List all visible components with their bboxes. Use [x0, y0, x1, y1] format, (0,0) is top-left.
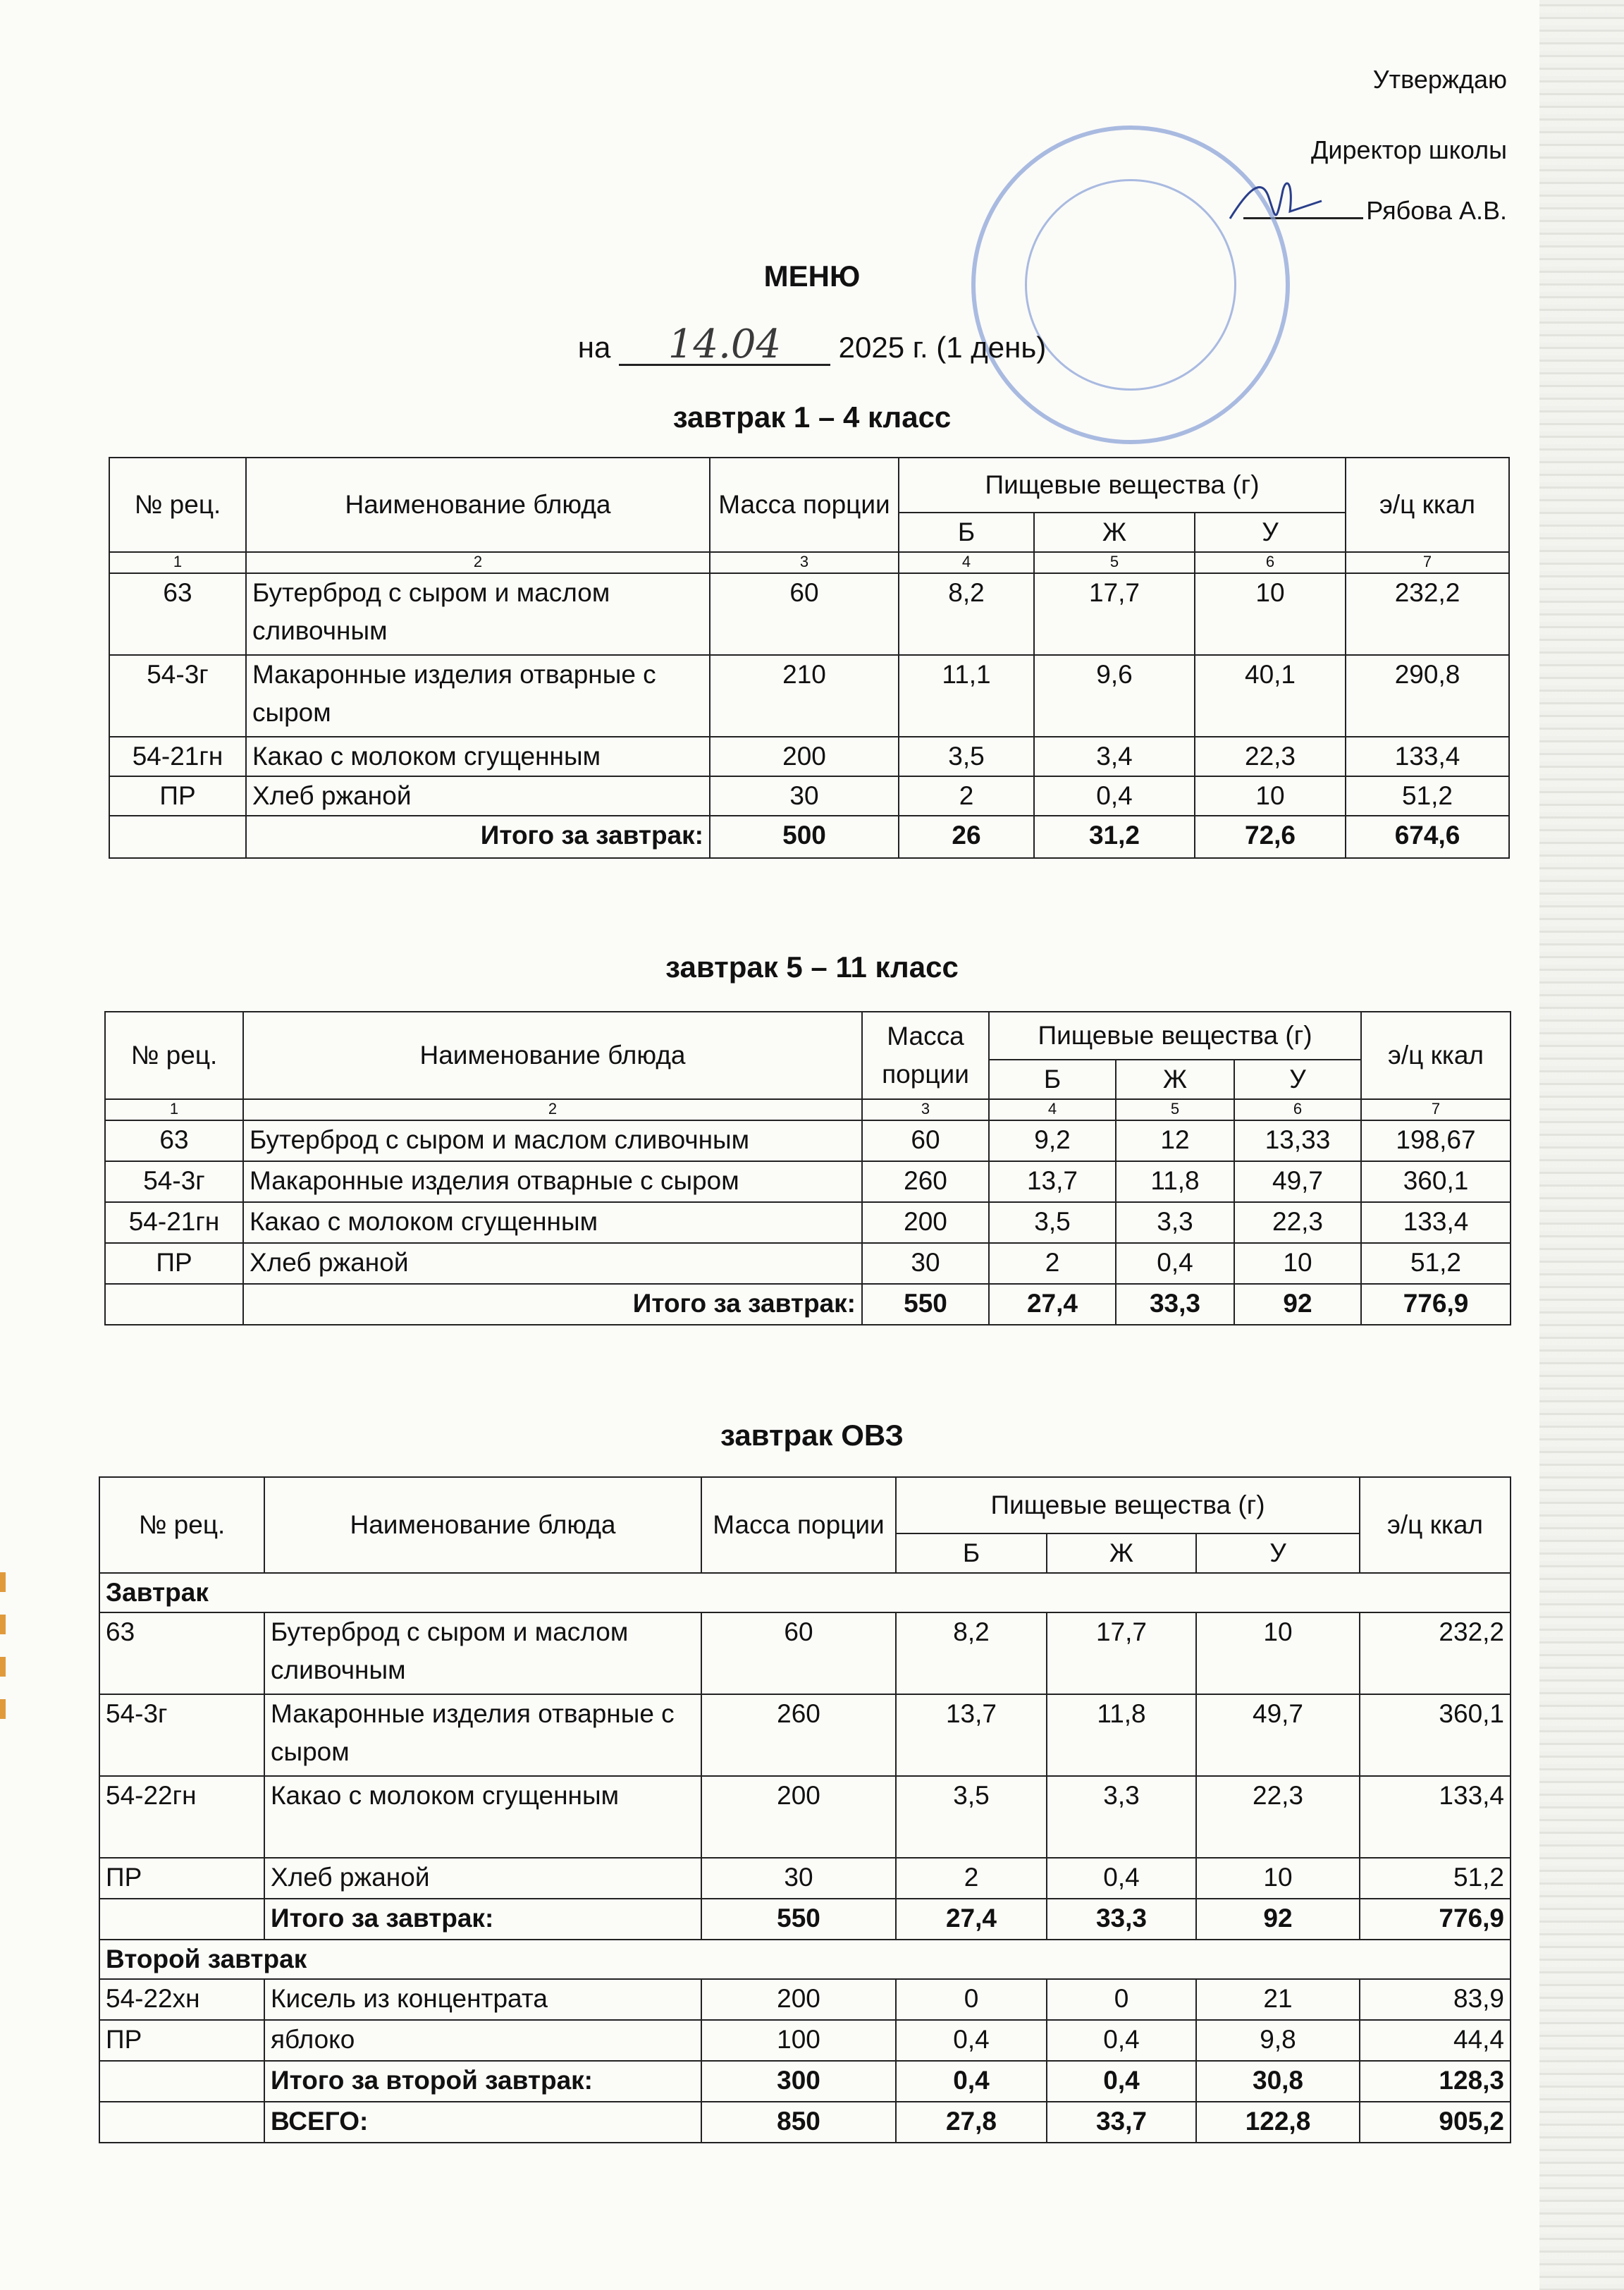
total-label: Итого за завтрак: [264, 1899, 701, 1940]
fat-cell: 12 [1116, 1120, 1234, 1161]
kcal-cell: 51,2 [1361, 1243, 1511, 1284]
index-cell: 6 [1234, 1099, 1361, 1120]
table-header-row [109, 458, 1509, 513]
col-rec-header: № рец. [105, 1012, 243, 1099]
protein-cell: 2 [899, 776, 1034, 816]
total-protein: 27,4 [896, 1899, 1047, 1940]
total-label: Итого за завтрак: [246, 816, 710, 858]
fat-cell: 0,4 [1116, 1243, 1234, 1284]
carb-cell: 10 [1195, 776, 1346, 816]
dish-name-cell: Хлеб ржаной [243, 1243, 862, 1284]
index-cell: 1 [105, 1099, 243, 1120]
index-row [105, 1099, 1511, 1120]
kcal-cell: 83,9 [1360, 1979, 1511, 2020]
rec-cell: ПР [109, 776, 246, 816]
protein-cell: 2 [989, 1243, 1116, 1284]
total-row [99, 2061, 1511, 2102]
dish-name-cell: Хлеб ржаной [264, 1858, 701, 1899]
mass-cell: 60 [862, 1120, 989, 1161]
mass-cell: 260 [862, 1161, 989, 1202]
kcal-cell: 360,1 [1361, 1161, 1511, 1202]
carb-cell: 22,3 [1195, 737, 1346, 776]
col-name-header: Наименование блюда [246, 458, 710, 552]
dish-name-cell: Макаронные изделия отварные с сыром [246, 655, 710, 737]
mass-cell: 260 [701, 1694, 896, 1776]
table-row [109, 655, 1509, 737]
total-mass: 500 [710, 816, 899, 858]
table-row [99, 1776, 1511, 1858]
protein-cell: 2 [896, 1858, 1047, 1899]
kcal-cell: 360,1 [1360, 1694, 1511, 1776]
protein-cell: 8,2 [896, 1612, 1047, 1694]
carb-cell: 22,3 [1196, 1776, 1360, 1858]
table-row [105, 1120, 1511, 1161]
total-label: Итого за второй завтрак: [264, 2061, 701, 2102]
rec-cell: 54-22хн [99, 1979, 264, 2020]
menu-table-1-4 [109, 457, 1510, 859]
total-protein: 0,4 [896, 2061, 1047, 2102]
grand-total-label: ВСЕГО: [264, 2102, 701, 2143]
fat-cell: 3,4 [1034, 737, 1195, 776]
total-row [109, 816, 1509, 858]
col-energy-header: э/ц ккал [1346, 458, 1509, 552]
total-fat: 0,4 [1047, 2061, 1196, 2102]
kcal-cell: 133,4 [1360, 1776, 1511, 1858]
total-carb: 92 [1234, 1284, 1361, 1325]
protein-cell: 3,5 [899, 737, 1034, 776]
rec-cell: 54-3г [105, 1161, 243, 1202]
group-row [99, 1940, 1511, 1979]
rec-cell: 54-22гн [99, 1776, 264, 1858]
table-row [99, 1858, 1511, 1899]
carb-cell: 10 [1196, 1858, 1360, 1899]
col-rec-header: № рец. [109, 458, 246, 552]
table-header-row [105, 1012, 1511, 1060]
total-protein: 27,4 [989, 1284, 1116, 1325]
total-carb: 30,8 [1196, 2061, 1360, 2102]
group-label: Второй завтрак [99, 1940, 1511, 1979]
empty-cell [105, 1284, 243, 1325]
grand-total-carb: 122,8 [1196, 2102, 1360, 2143]
date-prefix: на [577, 331, 611, 364]
handwritten-signature [1226, 169, 1325, 233]
col-b-header: Б [896, 1533, 1047, 1573]
fat-cell: 3,3 [1116, 1202, 1234, 1243]
fat-cell: 0 [1047, 1979, 1196, 2020]
table-row [99, 1979, 1511, 2020]
menu-table-ovz [99, 1476, 1511, 2143]
rec-cell: 54-3г [109, 655, 246, 737]
protein-cell: 13,7 [989, 1161, 1116, 1202]
fat-cell: 17,7 [1047, 1612, 1196, 1694]
col-rec-header: № рец. [99, 1477, 264, 1573]
protein-cell: 3,5 [896, 1776, 1047, 1858]
protein-cell: 8,2 [899, 573, 1034, 655]
kcal-cell: 198,67 [1361, 1120, 1511, 1161]
carb-cell: 40,1 [1195, 655, 1346, 737]
table-header-row [99, 1477, 1511, 1533]
total-carb: 72,6 [1195, 816, 1346, 858]
rec-cell: 54-3г [99, 1694, 264, 1776]
rec-cell: 54-21гн [105, 1202, 243, 1243]
index-cell: 2 [246, 552, 710, 573]
section2-title: завтрак 5 – 11 класс [665, 950, 959, 984]
table-row [99, 1612, 1511, 1694]
index-cell: 6 [1195, 552, 1346, 573]
scan-margin-marks [0, 1572, 6, 1741]
col-b-header: Б [899, 513, 1034, 552]
total-fat: 33,3 [1116, 1284, 1234, 1325]
table-row [105, 1202, 1511, 1243]
dish-name-cell: Какао с молоком сгущенным [243, 1202, 862, 1243]
index-cell: 2 [243, 1099, 862, 1120]
grand-total-kcal: 905,2 [1360, 2102, 1511, 2143]
kcal-cell: 133,4 [1346, 737, 1509, 776]
protein-cell: 13,7 [896, 1694, 1047, 1776]
total-carb: 92 [1196, 1899, 1360, 1940]
col-nutrients-header: Пищевые вещества (г) [989, 1012, 1361, 1060]
mass-cell: 210 [710, 655, 899, 737]
total-kcal: 776,9 [1360, 1899, 1511, 1940]
dish-name-cell: Какао с молоком сгущенным [264, 1776, 701, 1858]
total-mass: 300 [701, 2061, 896, 2102]
index-cell: 5 [1116, 1099, 1234, 1120]
date-value: 14.04 [619, 326, 830, 366]
rec-cell: 63 [109, 573, 246, 655]
total-fat: 31,2 [1034, 816, 1195, 858]
total-kcal: 674,6 [1346, 816, 1509, 858]
col-mass-header: Масса порции [701, 1477, 896, 1573]
table-row [109, 573, 1509, 655]
dish-name-cell: Хлеб ржаной [246, 776, 710, 816]
kcal-cell: 232,2 [1346, 573, 1509, 655]
carb-cell: 10 [1234, 1243, 1361, 1284]
col-nutrients-header: Пищевые вещества (г) [896, 1477, 1360, 1533]
mass-cell: 200 [701, 1979, 896, 2020]
page-title: МЕНЮ [763, 259, 861, 293]
total-row [99, 1899, 1511, 1940]
empty-cell [99, 1899, 264, 1940]
kcal-cell: 51,2 [1346, 776, 1509, 816]
carb-cell: 49,7 [1234, 1161, 1361, 1202]
grand-total-fat: 33,7 [1047, 2102, 1196, 2143]
col-u-header: У [1234, 1060, 1361, 1099]
kcal-cell: 232,2 [1360, 1612, 1511, 1694]
fat-cell: 0,4 [1034, 776, 1195, 816]
index-cell: 1 [109, 552, 246, 573]
table-row [109, 737, 1509, 776]
empty-cell [99, 2061, 264, 2102]
col-u-header: У [1196, 1533, 1360, 1573]
index-cell: 5 [1034, 552, 1195, 573]
fat-cell: 9,6 [1034, 655, 1195, 737]
col-name-header: Наименование блюда [243, 1012, 862, 1099]
col-mass-header: Масса порции [710, 458, 899, 552]
date-suffix: 2025 г. (1 день) [838, 331, 1047, 364]
col-b-header: Б [989, 1060, 1116, 1099]
col-zh-header: Ж [1047, 1533, 1196, 1573]
rec-cell: ПР [99, 1858, 264, 1899]
grand-total-protein: 27,8 [896, 2102, 1047, 2143]
group-row [99, 1573, 1511, 1612]
index-cell: 3 [862, 1099, 989, 1120]
total-protein: 26 [899, 816, 1034, 858]
carb-cell: 10 [1195, 573, 1346, 655]
mass-cell: 100 [701, 2020, 896, 2061]
protein-cell: 0 [896, 1979, 1047, 2020]
protein-cell: 11,1 [899, 655, 1034, 737]
empty-cell [109, 816, 246, 858]
dish-name-cell: Макаронные изделия отварные с сыром [243, 1161, 862, 1202]
table-row [109, 776, 1509, 816]
carb-cell: 49,7 [1196, 1694, 1360, 1776]
kcal-cell: 51,2 [1360, 1858, 1511, 1899]
col-mass-header: Масса порции [862, 1012, 989, 1099]
protein-cell: 3,5 [989, 1202, 1116, 1243]
approval-position: Директор школы [1311, 135, 1507, 164]
total-kcal: 776,9 [1361, 1284, 1511, 1325]
carb-cell: 10 [1196, 1612, 1360, 1694]
table-row [105, 1161, 1511, 1202]
rec-cell: 63 [105, 1120, 243, 1161]
fat-cell: 17,7 [1034, 573, 1195, 655]
table-row [105, 1243, 1511, 1284]
dish-name-cell: Бутерброд с сыром и маслом сливочным [243, 1120, 862, 1161]
group-label: Завтрак [99, 1573, 1511, 1612]
menu-table-5-11 [104, 1011, 1511, 1325]
dish-name-cell: Бутерброд с сыром и маслом сливочным [246, 573, 710, 655]
dish-name-cell: Какао с молоком сгущенным [246, 737, 710, 776]
kcal-cell: 44,4 [1360, 2020, 1511, 2061]
col-energy-header: э/ц ккал [1361, 1012, 1511, 1099]
index-cell: 4 [989, 1099, 1116, 1120]
carb-cell: 22,3 [1234, 1202, 1361, 1243]
fat-cell: 0,4 [1047, 2020, 1196, 2061]
col-zh-header: Ж [1116, 1060, 1234, 1099]
mass-cell: 200 [862, 1202, 989, 1243]
dish-name-cell: яблоко [264, 2020, 701, 2061]
dish-name-cell: Бутерброд с сыром и маслом сливочным [264, 1612, 701, 1694]
approval-name: Рябова А.В. [1366, 196, 1507, 225]
mass-cell: 200 [710, 737, 899, 776]
table-row [99, 2020, 1511, 2061]
col-energy-header: э/ц ккал [1360, 1477, 1511, 1573]
fat-cell: 11,8 [1047, 1694, 1196, 1776]
section1-title: завтрак 1 – 4 класс [672, 400, 952, 434]
kcal-cell: 133,4 [1361, 1202, 1511, 1243]
carb-cell: 13,33 [1234, 1120, 1361, 1161]
fat-cell: 3,3 [1047, 1776, 1196, 1858]
fat-cell: 0,4 [1047, 1858, 1196, 1899]
total-mass: 550 [862, 1284, 989, 1325]
rec-cell: ПР [99, 2020, 264, 2061]
approval-title: Утверждаю [1372, 65, 1507, 94]
fat-cell: 11,8 [1116, 1161, 1234, 1202]
index-cell: 7 [1361, 1099, 1511, 1120]
col-nutrients-header: Пищевые вещества (г) [899, 458, 1346, 513]
rec-cell: 63 [99, 1612, 264, 1694]
grand-total-mass: 850 [701, 2102, 896, 2143]
col-zh-header: Ж [1034, 513, 1195, 552]
rec-cell: 54-21гн [109, 737, 246, 776]
rec-cell: ПР [105, 1243, 243, 1284]
mass-cell: 60 [710, 573, 899, 655]
col-u-header: У [1195, 513, 1346, 552]
carb-cell: 9,8 [1196, 2020, 1360, 2061]
total-kcal: 128,3 [1360, 2061, 1511, 2102]
total-label: Итого за завтрак: [243, 1284, 862, 1325]
index-row [109, 552, 1509, 573]
index-cell: 3 [710, 552, 899, 573]
empty-cell [99, 2102, 264, 2143]
mass-cell: 60 [701, 1612, 896, 1694]
index-cell: 4 [899, 552, 1034, 573]
mass-cell: 30 [862, 1243, 989, 1284]
kcal-cell: 290,8 [1346, 655, 1509, 737]
col-name-header: Наименование блюда [264, 1477, 701, 1573]
table-row [99, 1694, 1511, 1776]
mass-cell: 200 [701, 1776, 896, 1858]
index-cell: 7 [1346, 552, 1509, 573]
total-mass: 550 [701, 1899, 896, 1940]
carb-cell: 21 [1196, 1979, 1360, 2020]
protein-cell: 0,4 [896, 2020, 1047, 2061]
mass-cell: 30 [701, 1858, 896, 1899]
section3-title: завтрак ОВЗ [720, 1419, 904, 1452]
dish-name-cell: Макаронные изделия отварные с сыром [264, 1694, 701, 1776]
date-line [0, 322, 1624, 367]
mass-cell: 30 [710, 776, 899, 816]
grand-total-row [99, 2102, 1511, 2143]
protein-cell: 9,2 [989, 1120, 1116, 1161]
dish-name-cell: Кисель из концентрата [264, 1979, 701, 2020]
total-fat: 33,3 [1047, 1899, 1196, 1940]
total-row [105, 1284, 1511, 1325]
